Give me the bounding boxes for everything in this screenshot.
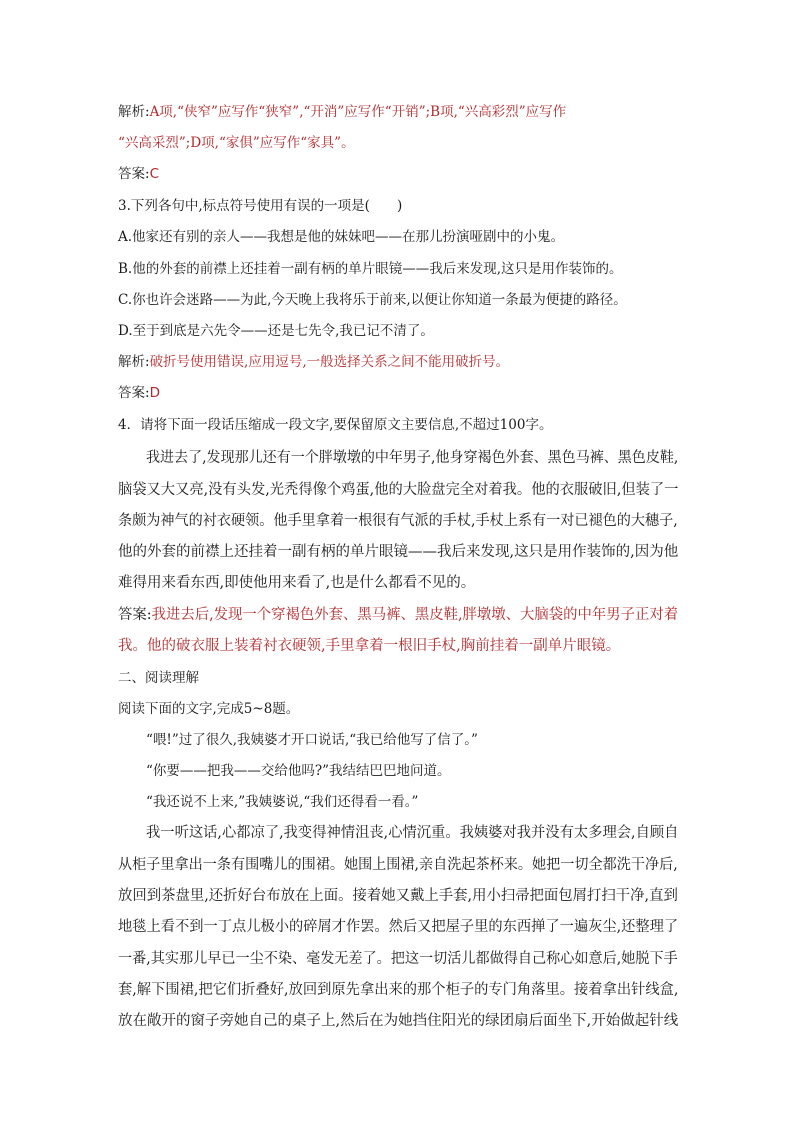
- paragraph-line: 我一听这话,心都凉了,我变得神情沮丧,心情沉重。我姨婆对我并没有太多理会,自顾自: [146, 825, 679, 841]
- passage-line: 我进去了,发现那儿还有一个胖墩墩的中年男子,他身穿褐色外套、黑色马裤、黑色皮鞋,: [146, 450, 679, 466]
- answer-line: [118, 165, 159, 183]
- answer-text: 我进去后,发现一个穿褐色外套、黑马裤、黑皮鞋,胖墩墩、大脑袋的中年男子正对着: [151, 607, 679, 623]
- answer-text-continued: 我。他的破衣服上装着衬衣硬领,手里拿着一根旧手杖,胸前挂着一副单片眼镜。: [118, 638, 621, 654]
- answer-value: C: [149, 166, 159, 182]
- question-stem: 4．请将下面一段话压缩成一段文字,要保留原文主要信息,不超过100字。: [118, 417, 553, 433]
- answer-label: 答案:: [118, 385, 150, 401]
- section-heading: 二、阅读理解: [118, 670, 199, 686]
- paragraph-line: 一番,其实那儿早已一尘不染、毫发无差了。把这一切活儿都做得自己称心如意后,她脱下手: [118, 951, 678, 967]
- reading-intro: 阅读下面的文字,完成5~8题。: [118, 701, 300, 717]
- analysis-line: [118, 353, 509, 371]
- passage-line: 脑袋又大又亮,没有头发,光秃得像个鸡蛋,他的大脸盘完全对着我。他的衣服破旧,但装了一: [118, 482, 679, 498]
- option-b: B.他的外套的前襟上还挂着一副有柄的单片眼镜——我后来发现,这只是用作装饰的。: [118, 261, 623, 277]
- answer-value: D: [149, 385, 160, 401]
- analysis-label: 解析:: [118, 104, 150, 120]
- dialogue-line: “喂!”过了很久,我姨婆才开口说话,“我已给他写了信了。”: [146, 732, 478, 748]
- analysis-text: 破折号使用错误,应用逗号,一般选择关系之间不能用破折号。: [149, 354, 510, 370]
- answer-label: 答案:: [118, 166, 150, 182]
- paragraph-line: 放回到茶盘里,还折好台布放在上面。接着她又戴上手套,用小扫帚把面包屑打扫干净,直到: [118, 888, 678, 904]
- paragraph-line: 套,解下围裙,把它们折叠好,放回到原先拿出来的那个柜子的专门角落里。接着拿出针线盒,: [118, 982, 679, 998]
- analysis-text-continued: “兴高采烈”;D项,“家俱”应写作“家具”。: [118, 135, 355, 151]
- dialogue-line: “我还说不上来,”我姨婆说,“我们还得看一看。”: [146, 794, 419, 810]
- option-a: A.他家还有别的亲人——我想是他的妹妹吧——在那儿扮演哑剧中的小鬼。: [118, 229, 565, 245]
- analysis-label: 解析:: [118, 354, 150, 370]
- analysis-line: [118, 103, 566, 121]
- option-c: C.你也许会迷路——为此,今天晚上我将乐于前来,以便让你知道一条最为便捷的路径。: [118, 292, 627, 308]
- paragraph-line: 放在敞开的窗子旁她自己的桌子上,然后在为她挡住阳光的绿团扇后面坐下,开始做起针线: [118, 1013, 679, 1029]
- passage-line: 条颇为神气的衬衣硬领。他手里拿着一根很有气派的手杖,手杖上系有一对已褪色的大穗子,: [118, 513, 678, 529]
- answer-line: [118, 606, 678, 624]
- passage-line: 他的外套的前襟上还挂着一副有柄的单片眼镜——我后来发现,这只是用作装饰的,因为他: [118, 544, 679, 560]
- passage-line: 难得用来看东西,即使他用来看了,也是什么都看不见的。: [118, 575, 476, 591]
- answer-line: [118, 384, 160, 402]
- paragraph-line: 地毯上看不到一丁点儿极小的碎屑才作罢。然后又把屋子里的东西掸了一遍灰尘,还整理了: [118, 919, 679, 935]
- paragraph-line: 从柜子里拿出一条有围嘴儿的围裙。她围上围裙,亲自洗起茶杯来。她把一切全都洗干净后,: [118, 857, 678, 873]
- question-stem: 3.下列各句中,标点符号使用有误的一项是( ): [118, 198, 403, 214]
- answer-label: 答案:: [118, 607, 152, 623]
- analysis-text: A项,“侠窄”应写作“狭窄”,“开消”应写作“开销”;B项,“兴高彩烈”应写作: [149, 104, 567, 120]
- dialogue-line: “你要——把我——交给他吗?”我结结巴巴地问道。: [146, 763, 451, 779]
- option-d: D.至于到底是六先令——还是七先令,我已记不清了。: [118, 323, 434, 339]
